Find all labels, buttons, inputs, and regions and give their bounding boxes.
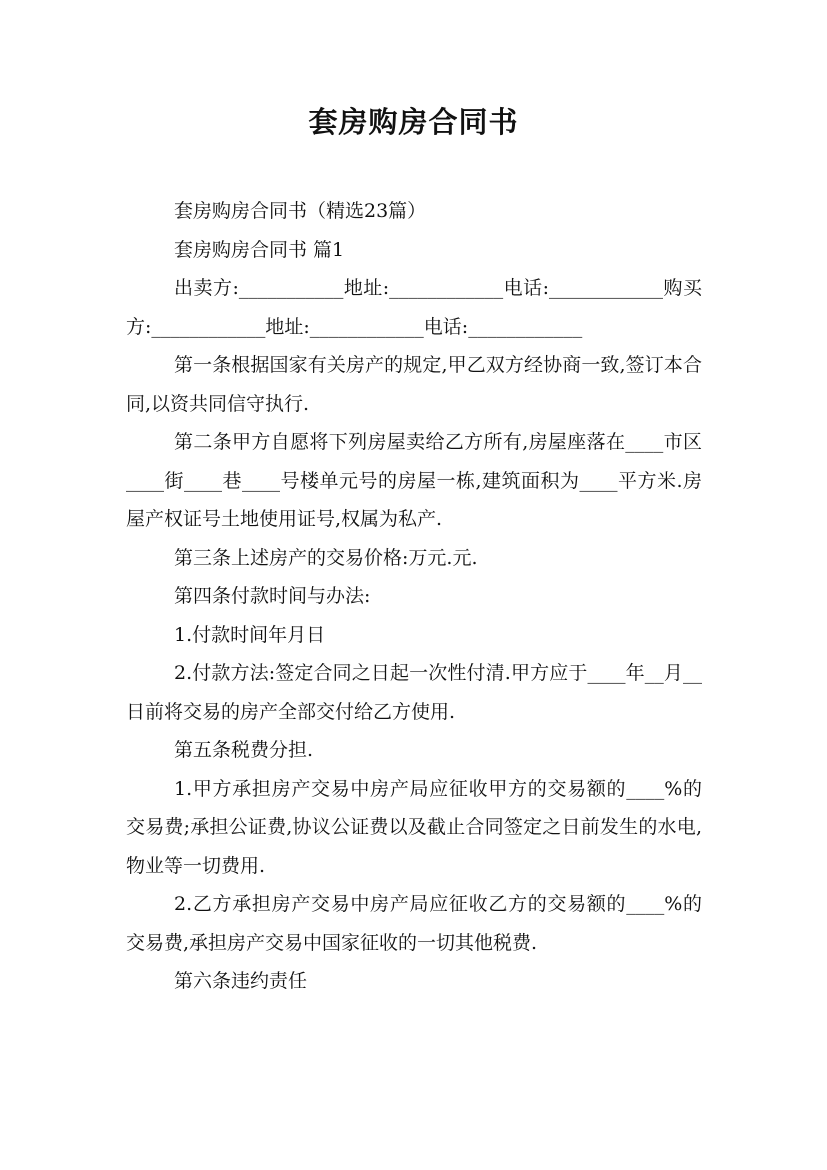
document-body	[126, 192, 702, 1001]
paragraph-article-1: 第一条根据国家有关房产的规定,甲乙双方经协商一致,签订本合同,以资共同信守执行.	[126, 354, 702, 415]
paragraph-article-2: 第二条甲方自愿将下列房屋卖给乙方所有,房屋座落在____市区____街____巷____号楼单元号的房屋一栋,建筑面积为____平方米.房屋产权证号土地使用证号,权属为私产.	[126, 431, 702, 530]
paragraph-article-5: 第五条税费分担.	[174, 739, 314, 761]
paragraph-article-4: 第四条付款时间与办法:	[174, 585, 371, 607]
paragraph-subtitle: 套房购房合同书（精选23篇）	[174, 200, 427, 222]
paragraph-article-3: 第三条上述房产的交易价格:万元.元.	[174, 546, 478, 569]
paragraph-article-6: 第六条违约责任	[174, 970, 308, 992]
paragraph-section-heading: 套房购房合同书 篇1	[174, 238, 345, 261]
paragraph-article-5-item-1: 1.甲方承担房产交易中房产局应征收甲方的交易额的____%的交易费;承担公证费,协议公证费以及截止合同签定之日前发生的水电,物业等一切费用.	[126, 777, 702, 877]
paragraph-article-4-item-1: 1.付款时间年月日	[174, 623, 326, 646]
paragraph-parties: 出卖方:___________地址:____________电话:____________购买方:____________地址:____________电话:____________	[126, 277, 702, 338]
paragraph-article-5-item-2: 2.乙方承担房产交易中房产局应征收乙方的交易额的____%的交易费,承担房产交易中国家征收的一切其他税费.	[126, 893, 702, 954]
paragraph-article-4-item-2: 2.付款方法:签定合同之日起一次性付清.甲方应于____年__月__日前将交易的房产全部交付给乙方使用.	[126, 662, 702, 723]
document-title: 套房购房合同书	[308, 105, 519, 139]
